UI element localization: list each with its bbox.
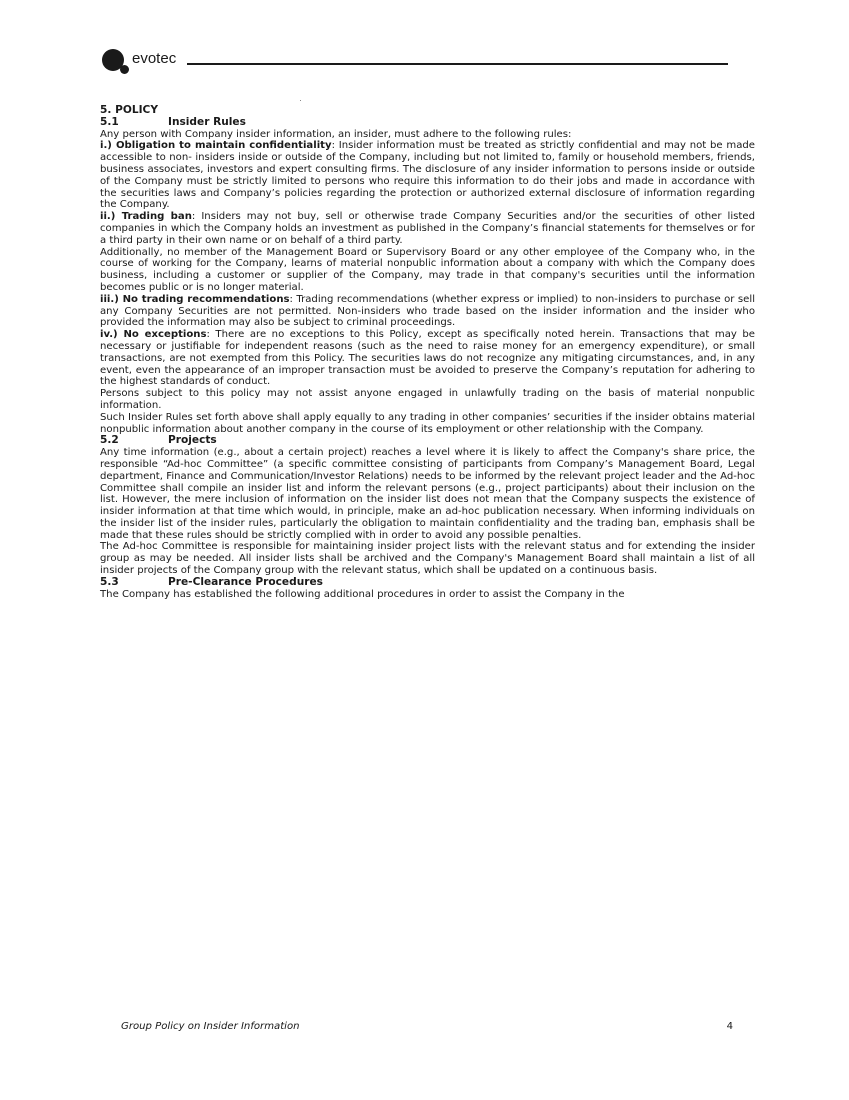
rule-confidentiality (100, 140, 755, 211)
rule-trading-ban-additional (100, 247, 755, 294)
paragraph-other-companies: Such Insider Rules set forth above shall apply equally to any trading in other companies’ securities if the insider obtains material nonpublic information about another company in the course of its employment or other relationship with the Company. (100, 411, 755, 435)
paragraph-projects-2: The Ad-hoc Committee is responsible for maintaining insider project lists with the relevant status and for extending the insider group as may be needed. All insider lists shall be archived and the Company's Management Board shall maintain a list of all insider projects of the Company group with the relevant status, which shall be updated on a continuous basis. (100, 541, 755, 577)
rule-text: : Insider information must be treated as strictly confidential and may not be made accessible to non- insiders inside or outside of the Company, including but not limited to, family or household members, friends, business associates, investors and expert consulting firms. The disclosure of any insider information to persons inside or outside of the Company must be strictly limited to persons who require this information to do their jobs and made in accordance with the securities laws and Company’s policies regarding the protection or authorized external disclosure of information regarding the Company. (100, 140, 755, 211)
rule-text: : Insiders may not buy, sell or otherwise trade Company Securities and/or the securities of other listed companies in which the Company holds an investment as published in the Company’s financial statements for themselves or for a third party in their own name or on behalf of a third party. (100, 211, 756, 246)
rule-text: : There are no exceptions to this Policy, except as specifically noted herein. Transactions that may be necessary or justifiable for independent reasons (such as the need to raise money for an emergency expenditure), or small transactions, are not exempted from this Policy. The securities laws do not recognize any mitigating circumstances, and, in any event, even the appearance of an improper transaction must be avoided to preserve the Company’s reputation for adhering to the highest standards of conduct. (100, 329, 756, 388)
page-header (100, 44, 730, 76)
subsection-title: Insider Rules (168, 115, 246, 128)
rule-label: iii.) No trading recommendations (100, 293, 290, 305)
stray-mark (300, 100, 301, 101)
rule-label: i.) Obligation to maintain confidentiality (100, 140, 332, 152)
subsection-5-1-heading (100, 117, 755, 129)
rule-label: iv.) No exceptions (100, 329, 207, 341)
subsection-number: 5.2 (100, 434, 119, 447)
rule-text: : Trading recommendations (whether express or implied) to non-insiders to purchase or sell any Company Securities are not permitted. Non-insiders who trade based on the insider information and the insider who provided the information may also be subject to criminal proceedings. (100, 293, 755, 329)
logo-text: evotec (132, 50, 177, 67)
rule-no-recommendations (100, 294, 755, 329)
paragraph-projects-1: Any time information (e.g., about a certain project) reaches a level where it is likely to affect the Company's share price, the responsible “Ad-hoc Committee” (a specific committee consisting of participants from Company’s Management Board, Legal department, Finance and Communication/Investor Relations) needs to be informed by the relevant project leader and the Ad-hoc Committee shall compile an insider list and inform the relevant persons (e.g., project participants) about their inclusion on the list. However, the mere inclusion of information on the insider list does not mean that the Company suspects the existence of insider information at that time which would, in principle, make an ad-hoc publication necessary. When informing individuals on the insider list of the insider rules, particularly the obligation to maintain confidentiality and the trading ban, emphasis shall be made that these rules should be strictly complied with in order to avoid any possible penalties. (100, 447, 755, 541)
rule-no-exceptions (100, 329, 755, 388)
header-rule (187, 63, 728, 65)
subsection-number: 5.3 (100, 575, 119, 588)
footer-title: Group Policy on Insider Information (121, 1021, 300, 1032)
rule-text: Additionally, no member of the Management Board or Supervisory Board or any other employee of the Company who, in the course of working for the Company, learns of material nonpublic information about a company with which the Company does business, including a customer or supplier of the Company, may trade in that company's securities until the information becomes public or is no longer material. (100, 246, 755, 293)
policy-content (100, 105, 755, 600)
section-title: 5. POLICY (100, 104, 158, 116)
subsection-title: Pre-Clearance Procedures (168, 575, 323, 588)
subsection-title: Projects (168, 434, 217, 447)
evotec-logo-dot-small (120, 65, 129, 74)
paragraph-preclearance: The Company has established the following additional procedures in order to assist the Company in the (100, 588, 625, 600)
subsection-number: 5.1 (100, 115, 119, 128)
page-number: 4 (726, 1021, 733, 1032)
subsection-5-2-heading (100, 435, 755, 447)
paragraph-assist: Persons subject to this policy may not assist anyone engaged in unlawfully trading on the basis of material nonpublic information. (100, 388, 755, 411)
rule-label: ii.) Trading ban (100, 211, 192, 223)
rule-trading-ban (100, 211, 755, 246)
insider-rules-intro: Any person with Company insider information, an insider, must adhere to the following rules: (100, 128, 572, 140)
subsection-5-3-heading (100, 577, 755, 589)
